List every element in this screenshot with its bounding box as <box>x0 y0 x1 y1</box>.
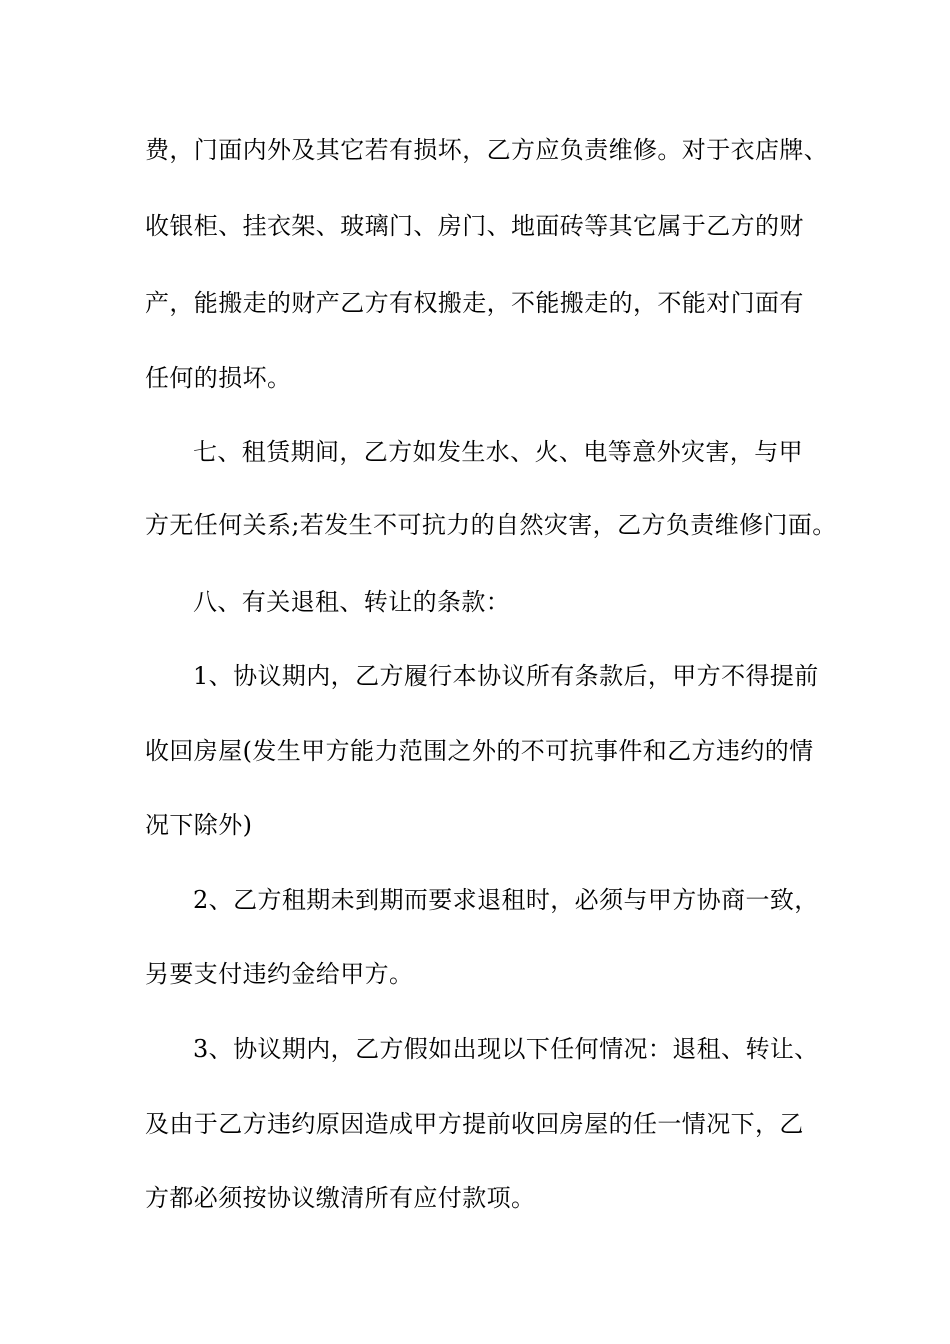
paragraph-line: 方都必须按协议缴清所有应付款项。 <box>145 1184 536 1212</box>
paragraph-line: 产，能搬走的财产乙方有权搬走，不能搬走的，不能对门面有 <box>145 289 804 317</box>
paragraph-line: 另要支付违约金给甲方。 <box>145 960 414 988</box>
item-one-line: 1、协议期内，乙方履行本协议所有条款后，甲方不得提前 <box>193 662 819 690</box>
paragraph-line: 及由于乙方违约原因造成甲方提前收回房屋的任一情况下，乙 <box>145 1110 804 1138</box>
paragraph-line: 况下除外) <box>145 811 253 839</box>
paragraph-line: 收银柜、挂衣架、玻璃门、房门、地面砖等其它属于乙方的财 <box>145 212 804 240</box>
item-three-line: 3、协议期内，乙方假如出现以下任何情况：退租、转让、 <box>193 1035 819 1063</box>
paragraph-line: 任何的损坏。 <box>145 364 292 392</box>
paragraph-line: 收回房屋(发生甲方能力范围之外的不可抗事件和乙方违约的情 <box>145 737 814 765</box>
item-two-line: 2、乙方租期未到期而要求退租时，必须与甲方协商一致， <box>193 886 819 914</box>
clause-eight-heading: 八、有关退租、转让的条款： <box>193 588 511 616</box>
paragraph-line: 方无任何关系;若发生不可抗力的自然灾害，乙方负责维修门面。 <box>145 511 837 539</box>
paragraph-line: 费，门面内外及其它若有损坏，乙方应负责维修。对于衣店牌、 <box>145 136 829 164</box>
clause-seven-line: 七、租赁期间，乙方如发生水、火、电等意外灾害，与甲 <box>193 438 803 466</box>
